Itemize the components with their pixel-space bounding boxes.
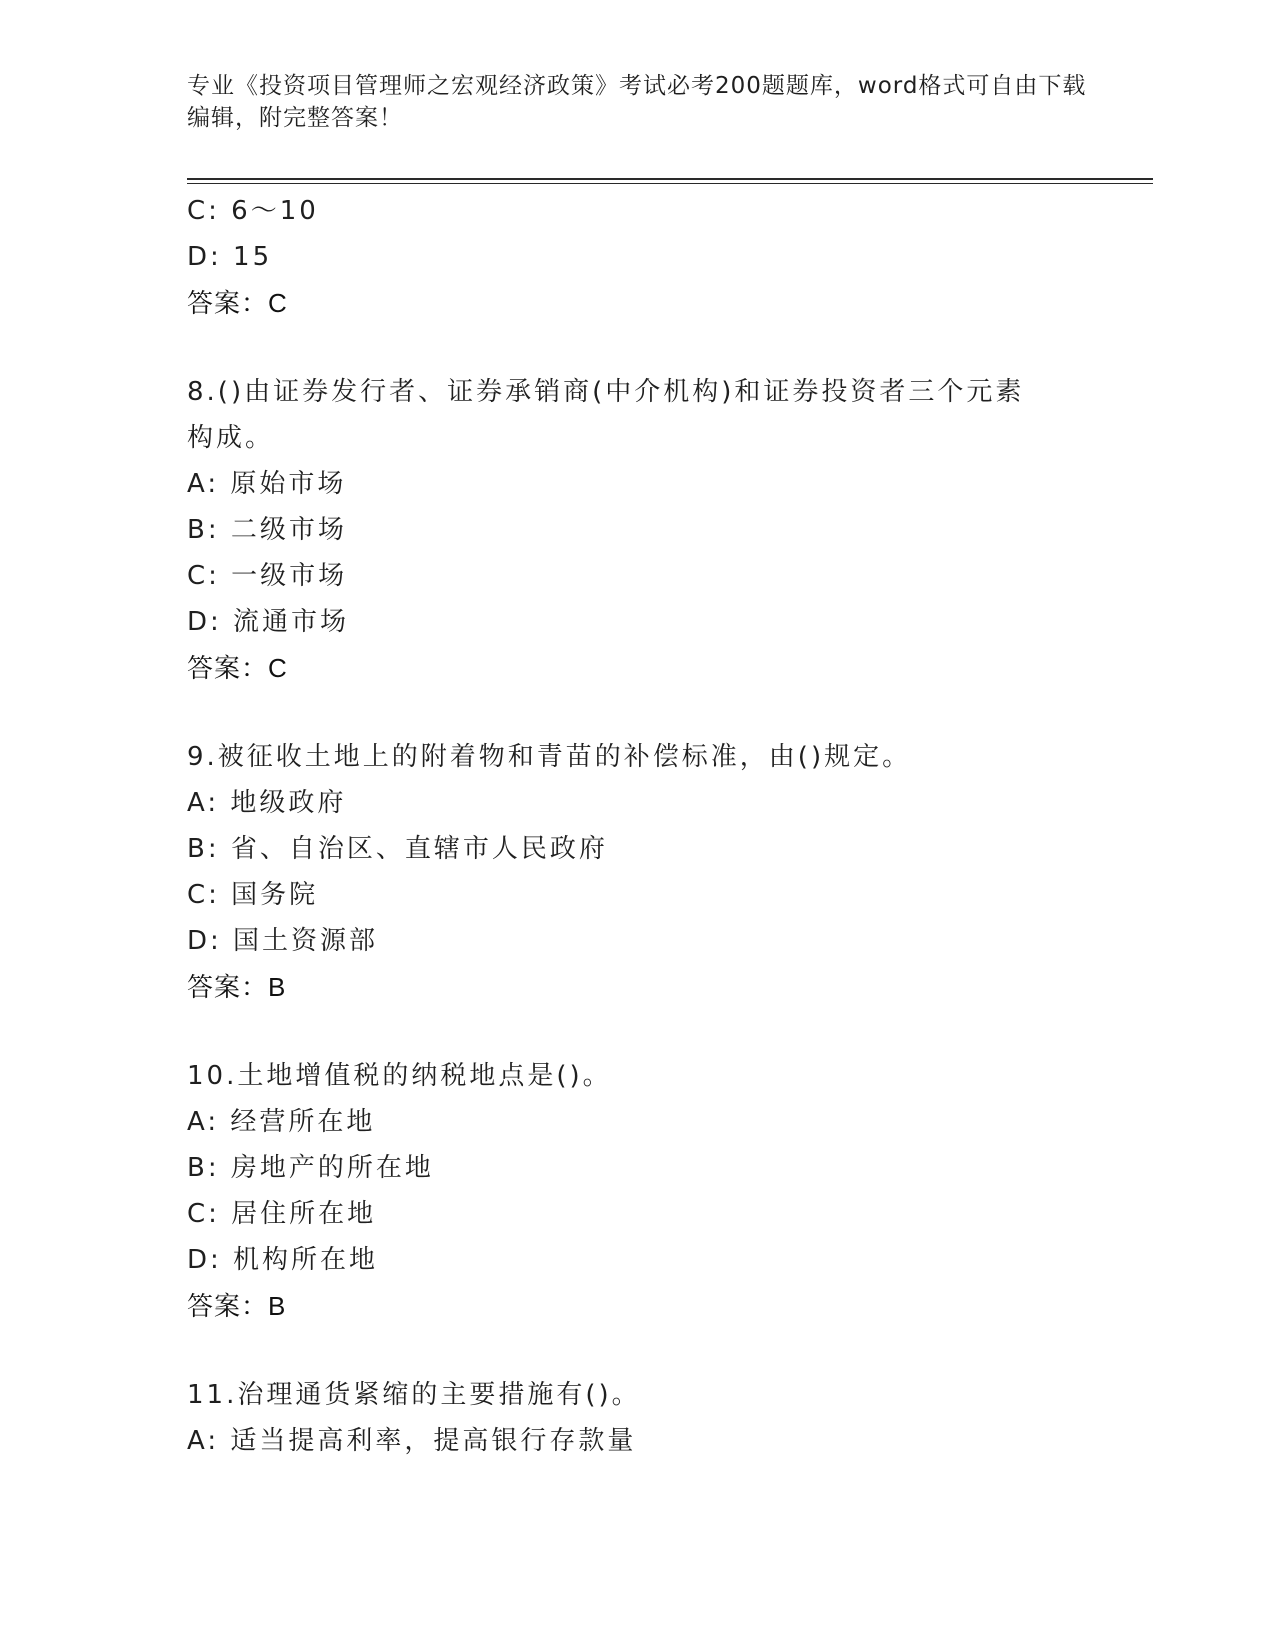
answer-line: 答案：C (187, 288, 288, 318)
option-d: D: 流通市场 (187, 607, 350, 637)
question-stem: 10.土地增值税的纳税地点是()。 (187, 1061, 612, 1091)
option-c: C: 国务院 (187, 880, 319, 910)
answer-line: 答案：C (187, 653, 288, 683)
option-b: B: 省、自治区、直辖市人民政府 (187, 834, 608, 864)
page-header: 专业《投资项目管理师之宏观经济政策》考试必考200题题库，word格式可自由下载编辑，附完整答案！ (187, 73, 1087, 131)
header-divider-thin (187, 183, 1153, 184)
option-d: D: 15 (187, 242, 273, 272)
option-a: A: 适当提高利率，提高银行存款量 (187, 1426, 637, 1456)
option-a: A: 经营所在地 (187, 1107, 376, 1137)
answer-line: 答案：B (187, 1291, 287, 1321)
option-d: D: 机构所在地 (187, 1245, 379, 1275)
question-stem: 8.()由证券发行者、证券承销商(中介机构)和证券投资者三个元素构成。 (187, 377, 1025, 453)
option-a: A: 原始市场 (187, 469, 347, 499)
option-a: A: 地级政府 (187, 788, 347, 818)
header-divider-thick (187, 178, 1153, 180)
option-b: B: 房地产的所在地 (187, 1153, 434, 1183)
option-c: C: 6～10 (187, 196, 319, 226)
option-b: B: 二级市场 (187, 515, 347, 545)
question-stem: 9.被征收土地上的附着物和青苗的补偿标准，由()规定。 (187, 742, 912, 772)
option-d: D: 国土资源部 (187, 926, 379, 956)
answer-line: 答案：B (187, 972, 287, 1002)
question-content (187, 188, 1107, 1464)
option-c: C: 一级市场 (187, 561, 348, 591)
option-c: C: 居住所在地 (187, 1199, 377, 1229)
question-stem: 11.治理通货紧缩的主要措施有()。 (187, 1380, 641, 1410)
